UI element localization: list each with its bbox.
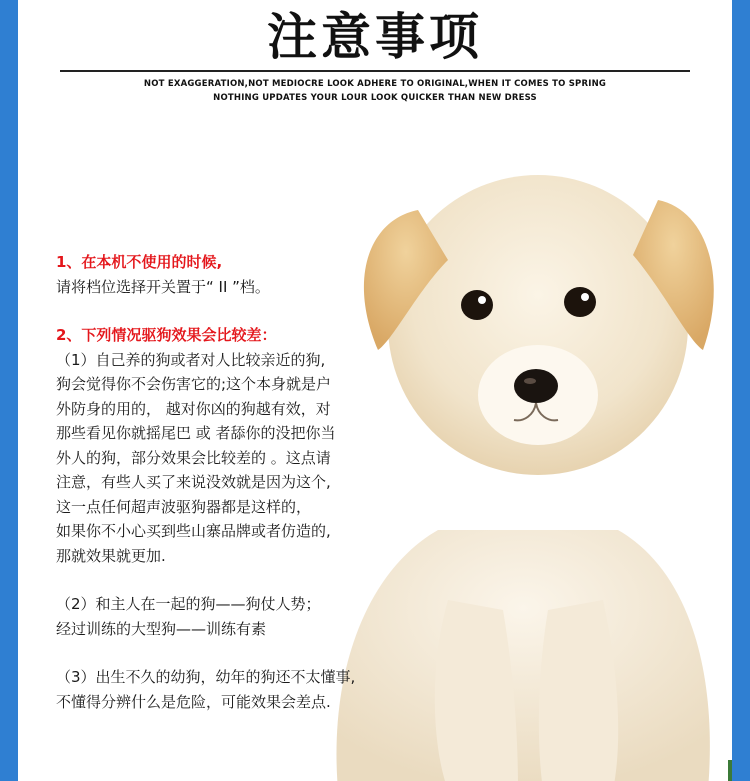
notice-page	[18, 0, 732, 781]
subtitle	[18, 77, 732, 105]
item2-line: （2）和主人在一起的狗——狗仗人势；	[56, 595, 321, 613]
item3-line: （3）出生不久的幼狗，幼年的狗还不太懂事,	[56, 668, 356, 686]
section1-heading: 1、在本机不使用的时候,	[56, 253, 223, 271]
item2	[56, 592, 416, 641]
item1-line: 外防身的用的， 越对你凶的狗越有效，对	[56, 399, 331, 418]
item1-line: 注意，有些人买了来说没效就是因为这个,	[56, 473, 331, 491]
item1-line: 那就效果就更加.	[56, 546, 166, 565]
subtitle-line-2: NOTHING UPDATES YOUR LOUR LOOK QUICKER THAN NEW DRESS	[213, 93, 537, 103]
section1-body: 请将档位选择开关置于“ II ”档。	[56, 277, 270, 296]
item3-line: 不懂得分辨什么是危险，可能效果会差点.	[56, 692, 331, 711]
item2-line: 经过训练的大型狗——训练有素	[56, 619, 267, 638]
item1	[56, 348, 416, 569]
item1-line: 外人的狗，部分效果会比较差的 。这点请	[56, 448, 331, 467]
item1-line: 那些看见你就摇尾巴 或 者舔你的没把你当	[56, 424, 336, 442]
page-title: 注意事项	[267, 8, 483, 66]
item1-line: 狗会觉得你不会伤害它的;这个本身就是户	[56, 375, 332, 393]
right-blue-border	[732, 0, 750, 781]
title-divider	[60, 70, 690, 72]
left-blue-border	[0, 0, 18, 781]
item3	[56, 665, 416, 714]
section2-heading: 2、下列情况驱狗效果会比较差：	[56, 326, 277, 344]
notice-text	[56, 250, 416, 714]
item1-line: 这一点任何超声波驱狗器都是这样的，	[56, 497, 312, 516]
subtitle-line-1: NOT EXAGGERATION,NOT MEDIOCRE LOOK ADHERE TO ORIGINAL,WHEN IT COMES TO SPRING	[143, 79, 607, 89]
item1-line: 如果你不小心买到些山寨品牌或者仿造的,	[56, 522, 331, 540]
item1-line: （1）自己养的狗或者对人比较亲近的狗,	[56, 350, 326, 369]
